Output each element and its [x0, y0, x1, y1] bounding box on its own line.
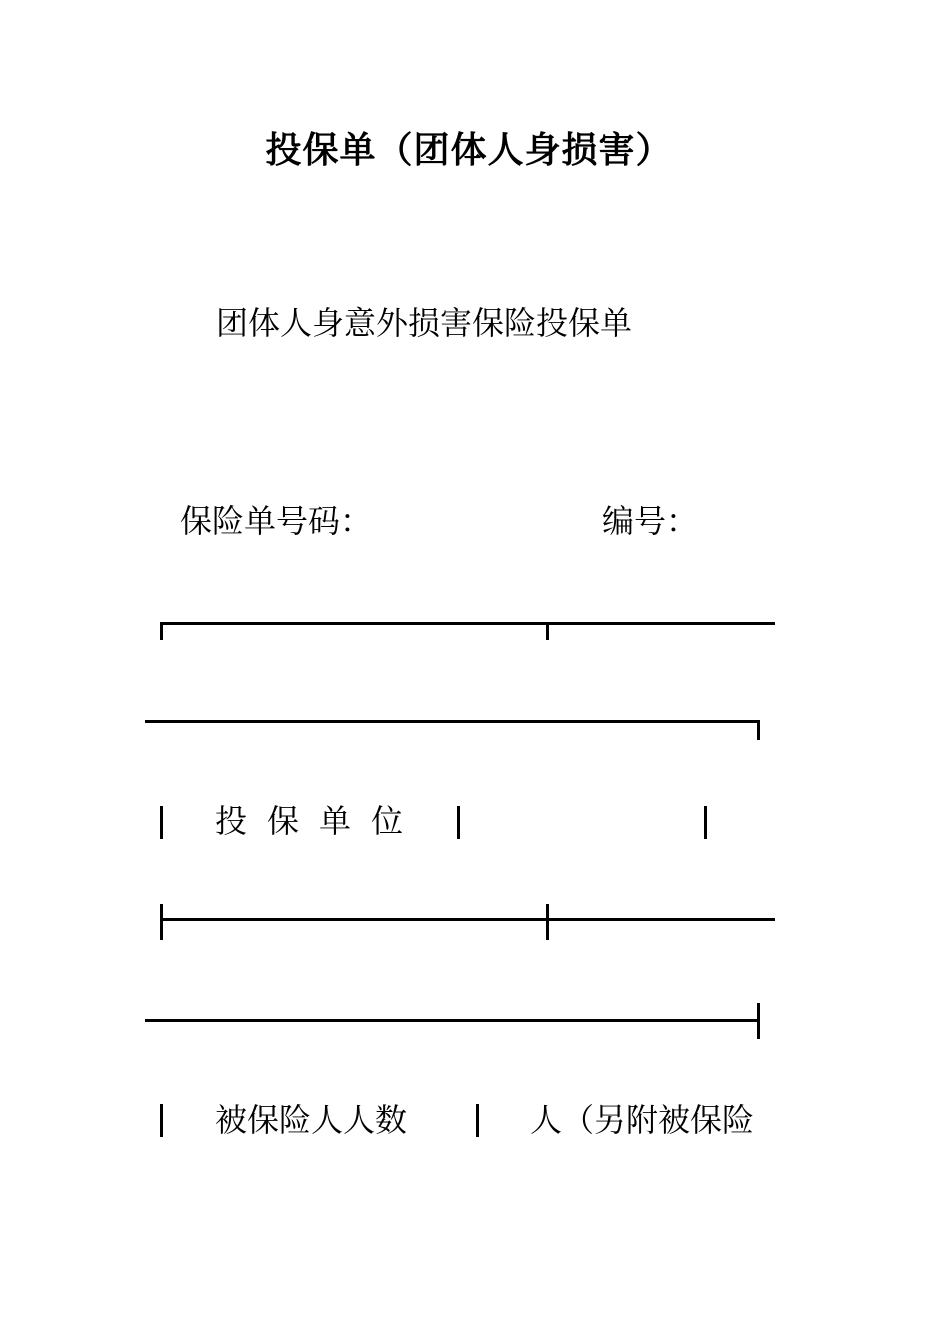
document-subtitle: 团体人身意外损害保险投保单 [216, 304, 633, 342]
applicant-unit-label: 投保单位 [215, 802, 424, 840]
table-top-right-corner [757, 720, 760, 740]
table-top-column-tick [546, 622, 549, 640]
table-top-border [160, 622, 775, 625]
table-top-left-corner [160, 622, 163, 640]
document-title: 投保单（团体人身损害） [265, 129, 673, 171]
row1-right-border [704, 806, 707, 839]
insured-count-label: 被保险人人数 [215, 1101, 408, 1139]
row1-column-divider [457, 806, 460, 839]
row-separator [160, 918, 775, 921]
insured-count-value: 人（另附被保险 [530, 1101, 755, 1139]
row2-left-border [160, 1104, 163, 1137]
row-separator-right-junction [757, 1003, 760, 1039]
row-separator-left-junction [160, 904, 163, 940]
serial-number-label: 编号： [602, 502, 699, 540]
row-separator-continuation [145, 1019, 760, 1022]
row-separator-column-junction [546, 904, 549, 940]
policy-number-label: 保险单号码： [180, 502, 373, 540]
table-top-border-continuation [145, 720, 760, 723]
row2-column-divider [476, 1104, 479, 1137]
row1-left-border [160, 806, 163, 839]
